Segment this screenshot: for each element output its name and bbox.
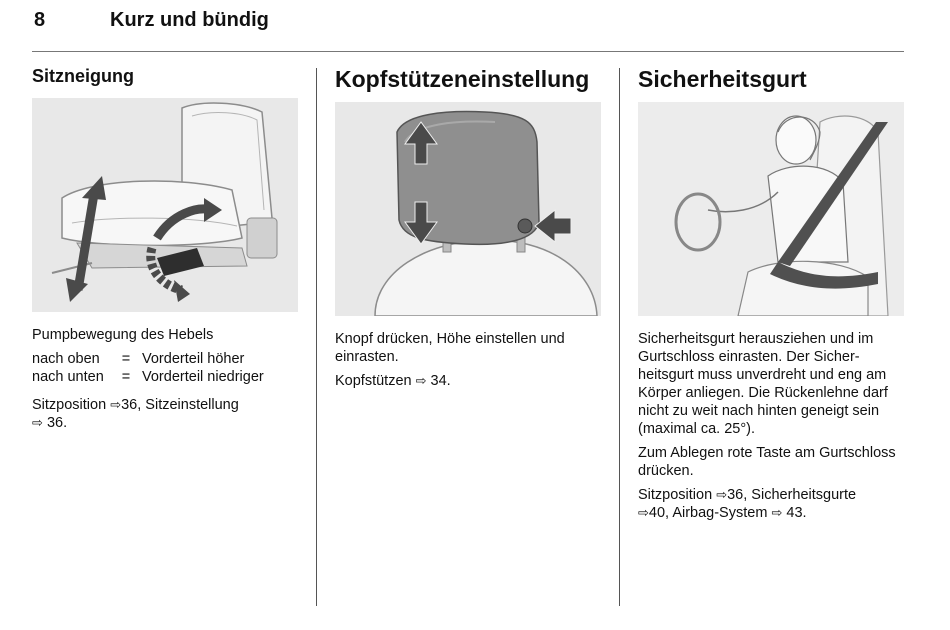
definition-description: Vorderteil höher <box>142 351 245 367</box>
header-rule <box>32 51 904 52</box>
headrest-illustration <box>335 102 601 316</box>
arrow-right-outline-icon: ⇨ <box>415 373 427 388</box>
column-divider <box>316 68 317 606</box>
equals-sign: = <box>121 369 131 385</box>
xref-label: Airbag-System <box>672 505 768 521</box>
section-heading: Kopfstützeneinstellung <box>335 66 590 92</box>
xref-page[interactable]: 36, <box>727 487 748 503</box>
arrow-right-outline-icon: ⇨ <box>771 505 783 520</box>
seatbelt-release: Zum Ablegen rote Taste am Gurtschloss drücken. <box>638 445 896 479</box>
arrow-right-outline-icon: ⇨ <box>638 505 649 520</box>
page-title: Kurz und bündig <box>110 9 269 31</box>
cross-reference <box>335 372 603 390</box>
xref-label: Sitzposition <box>638 487 713 503</box>
column-divider <box>619 68 620 606</box>
cross-reference <box>32 396 302 432</box>
xref-label: Sitzposition <box>32 397 107 413</box>
arrow-right-outline-icon: ⇨ <box>110 397 122 412</box>
xref-separator: , <box>137 397 142 413</box>
section-seatbelt <box>638 62 906 522</box>
section-seat-tilt <box>32 62 302 432</box>
xref-page[interactable]: 43. <box>786 505 807 521</box>
xref-label: Sitzeinstellung <box>145 397 239 413</box>
definition-term: nach unten <box>32 369 104 385</box>
xref-page[interactable]: 40, <box>648 505 670 521</box>
definition-description: Vorderteil niedriger <box>142 369 264 385</box>
page-number: 8 <box>34 9 46 31</box>
cross-reference <box>638 486 906 522</box>
xref-label: Sicherheitsgurte <box>751 487 857 503</box>
headrest-instruction: Knopf drücken, Höhe einstellen und einrasten. <box>335 331 565 365</box>
definition-row <box>32 350 302 368</box>
section-heading: Sitzneigung <box>32 66 134 86</box>
lever-caption: Pumpbewegung des Hebels <box>32 327 214 343</box>
seatbelt-illustration <box>638 102 904 316</box>
definition-row <box>32 368 302 386</box>
xref-page[interactable]: 36 <box>121 397 138 413</box>
xref-page[interactable]: 34. <box>430 373 451 389</box>
arrow-right-outline-icon: ⇨ <box>32 415 43 430</box>
xref-page[interactable]: 36. <box>46 415 68 431</box>
seatbelt-instruction: Sicherheitsgurt herausziehen und im Gurtschloss einrasten. Der Sicherheitsgurt muss unverdreht und eng am Körper anliegen. Die Rückenlehne darf nicht zu weit nach hinten geneigt sein (maximal ca. 25°). <box>638 331 888 437</box>
definition-term: nach oben <box>32 351 100 367</box>
xref-label: Kopfstützen <box>335 373 412 389</box>
equals-sign: = <box>121 351 131 367</box>
arrow-right-outline-icon: ⇨ <box>716 487 728 502</box>
section-heading: Sicherheitsgurt <box>638 66 807 92</box>
section-headrest <box>335 62 603 390</box>
seat-tilt-illustration <box>32 98 298 312</box>
